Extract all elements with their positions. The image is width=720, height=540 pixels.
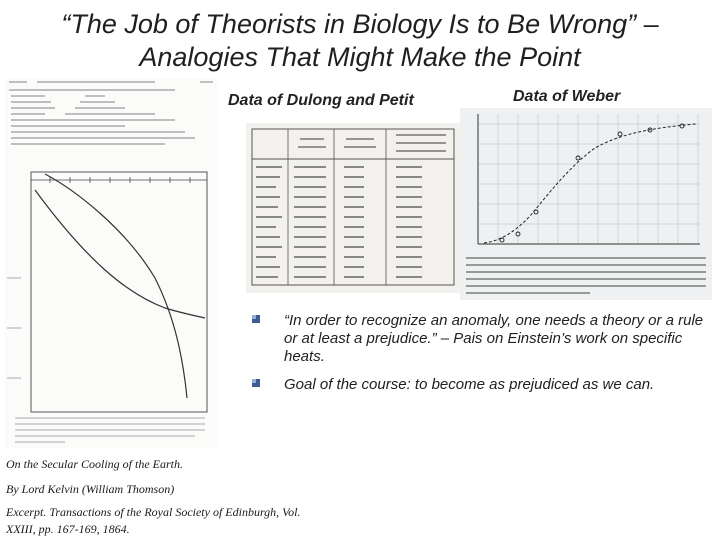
kelvin-paper-scan [5,78,217,448]
slide-title [0,8,720,74]
dulong-petit-label: Data of Dulong and Petit [228,92,414,109]
caption-title: On the Secular Cooling of the Earth. [6,457,183,471]
title-line-2: Analogies That Might Make the Point [139,42,581,72]
bullet-quote-text: “In order to recognize an anomaly, one needs a theory or a rule or at least a prejudice.” – Pais on Einstein’s work on specific heats. [284,312,704,365]
bullet-marker-icon [252,315,260,323]
weber-graph-scan [460,108,712,300]
bullet-goal-text: Goal of the course: to become as prejudiced as we can. [284,376,655,393]
caption-citation-2: XXIII, pp. 167-169, 1864. [6,522,130,536]
title-line-1: “The Job of Theorists in Biology Is to Be Wrong” – [61,9,659,39]
dulong-petit-table-scan [246,123,460,293]
caption-author: By Lord Kelvin (William Thomson) [6,482,175,496]
caption-citation-1: Excerpt. Transactions of the Royal Society of Edinburgh, Vol. [6,505,301,519]
weber-label: Data of Weber [513,88,621,105]
bullet-marker-icon [252,379,260,387]
